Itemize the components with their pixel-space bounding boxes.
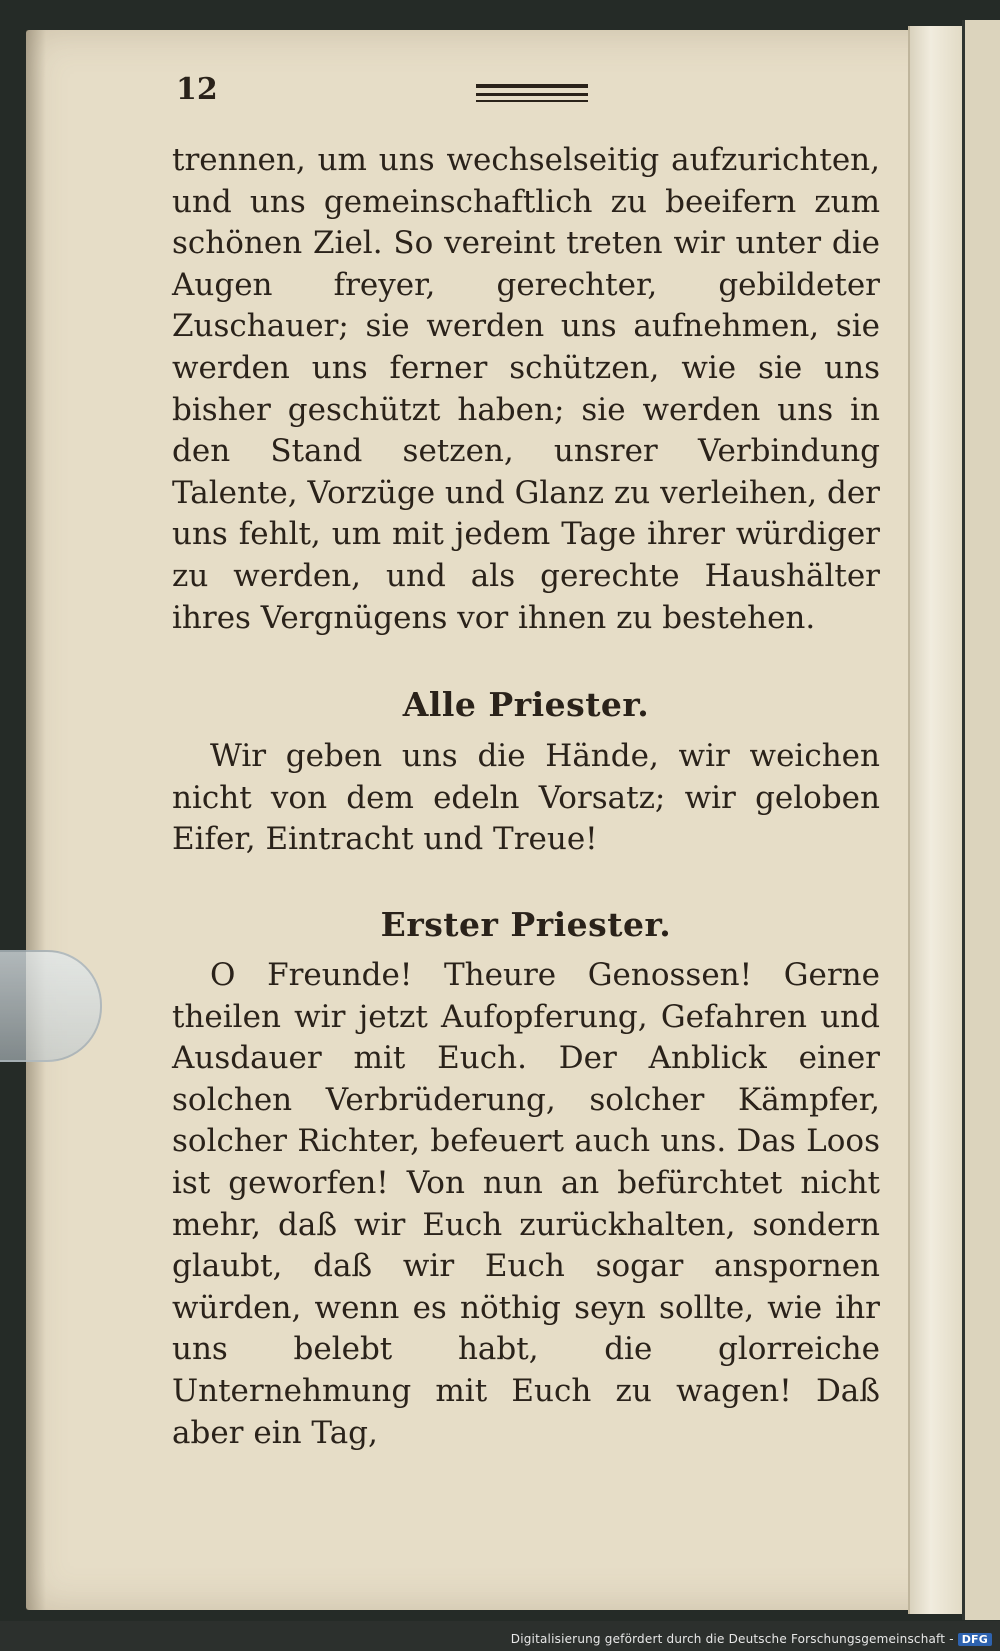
paragraph: trennen, um uns wechselseitig aufzurichten, und uns gemeinschaftlich zu beeifern zum schönen Ziel. So vereint treten wir unter die Augen freyer, gerechter, gebildeter Zuschauer; sie werden uns aufnehmen, sie werden uns ferner schützen, wie sie uns bisher geschützt haben; sie werden uns in den Stand setzen, unsrer Verbindung Talente, Vorzüge und Glanz zu verleihen, der uns fehlt, um mit jedem Tage ihrer würdiger zu werden, und als gerechte Haushälter ihres Vergnügens vor ihnen zu bestehen. [172,142,880,636]
digitization-credit [511,1632,992,1646]
speaker-heading: Alle Priester. [402,685,650,724]
book-edge [962,20,1000,1620]
credit-text: Digitalisierung gefördert durch die Deutsche Forschungsgemeinschaft - [510,1632,954,1646]
speaker-heading: Erster Priester. [380,905,672,944]
page-header [176,72,596,112]
page-number: 12 [176,72,218,107]
paragraph: O Freunde! Theure Genossen! Gerne theilen wir jetzt Aufopferung, Gefahren und Ausdauer mit Euch. Der Anblick einer solchen Verbrüderung, solcher Kämpfer, solcher Richter, befeuert auch uns. Das Loos ist geworfen! Von nun an befürchtet nicht mehr, daß wir Euch zurückhalten, sondern glaubt, daß wir Euch sogar anspornen würden, wenn es nöthig seyn sollte, wie ihr uns belebt habt, die glorreiche Unternehmung mit Euch zu wagen! Daß aber ein Tag, [172,957,880,1451]
header-rule [476,93,588,96]
page-gutter [908,26,964,1614]
header-rule [476,100,588,102]
page-edge-shadow [26,30,46,1610]
dfg-logo: DFG [958,1633,992,1646]
page-body [172,140,880,1451]
header-rule [476,84,588,88]
footer-bar [0,1621,1000,1651]
paragraph: Wir geben uns die Hände, wir weichen nicht von dem edeln Vorsatz; wir geloben Eifer, Eintracht und Treue! [172,738,880,858]
